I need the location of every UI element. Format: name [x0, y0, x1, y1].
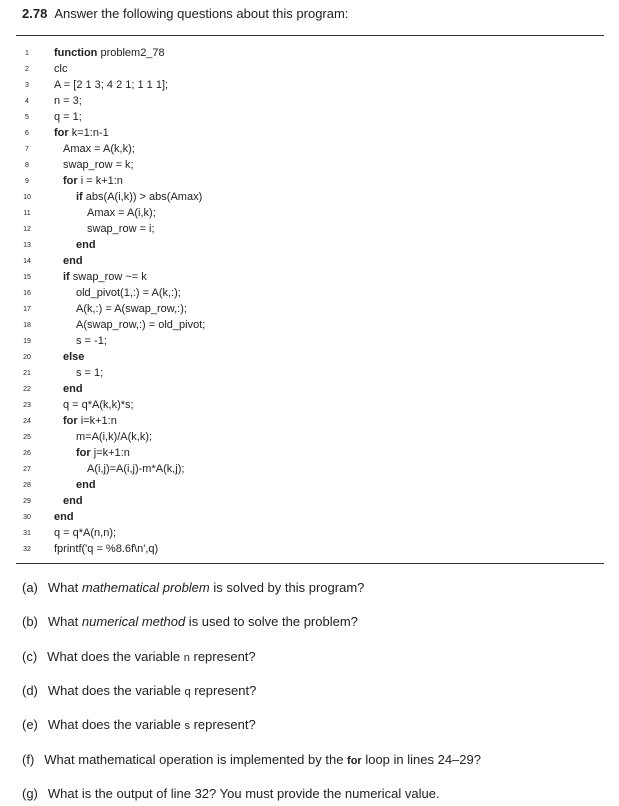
question-text: represent?: [190, 682, 257, 698]
code-text: [63, 349, 84, 365]
question-text: What does the variable: [47, 682, 185, 698]
line-number: 13: [23, 242, 31, 249]
question-item: [22, 717, 256, 732]
code-line: [0, 205, 600, 221]
line-number: 21: [23, 370, 31, 377]
keyword: end: [76, 239, 96, 251]
keyword: else: [63, 351, 85, 363]
code-content: fprintf('q = %8.6f\n',q): [54, 543, 159, 555]
code-content: i = k+1:n: [77, 175, 123, 187]
line-number: 17: [23, 306, 31, 313]
question-item: [22, 752, 481, 767]
code-line: [0, 285, 600, 301]
code-content: old_pivot(1,:) = A(k,:);: [76, 287, 181, 299]
question-text: numerical method: [81, 614, 186, 630]
line-number: 24: [23, 418, 31, 425]
line-number: 14: [23, 258, 31, 265]
code-line: [0, 269, 600, 285]
code-line: [0, 77, 600, 93]
question-text: q: [184, 685, 191, 698]
code-content: abs(A(i,k)) > abs(Amax): [82, 191, 203, 203]
code-line: [0, 349, 600, 365]
line-number: 3: [25, 82, 29, 89]
code-line: [0, 493, 600, 509]
code-line: [0, 525, 600, 541]
code-line: [0, 253, 600, 269]
question-item: [22, 786, 440, 801]
code-line: [0, 237, 600, 253]
line-number: 2: [25, 66, 29, 73]
question-text: is used to solve the problem?: [185, 614, 358, 630]
code-line: [0, 445, 600, 461]
code-text: [76, 285, 181, 301]
question-label: (d): [22, 682, 38, 698]
code-line: [0, 429, 600, 445]
question-text: s: [184, 720, 190, 733]
code-line: [0, 141, 600, 157]
line-number: 15: [23, 274, 31, 281]
line-number: 5: [25, 114, 29, 121]
code-content: A = [2 1 3; 4 2 1; 1 1 1];: [54, 79, 169, 91]
question-item: [22, 683, 256, 698]
line-number: 10: [23, 194, 31, 201]
question-label: (c): [22, 648, 38, 664]
code-line: [0, 365, 600, 381]
code-line: [0, 125, 600, 141]
code-text: [63, 397, 134, 413]
line-number: 4: [25, 98, 29, 105]
code-line: [0, 189, 600, 205]
line-number: 8: [25, 162, 29, 169]
code-line: [0, 477, 600, 493]
code-line: [0, 397, 600, 413]
code-line: [0, 221, 600, 237]
question-text: n: [183, 651, 190, 664]
code-text: [54, 525, 116, 541]
keyword: end: [63, 255, 83, 267]
code-text: [76, 365, 103, 381]
code-text: [54, 93, 82, 109]
code-content: A(i,j)=A(i,j)-m*A(k,j);: [87, 463, 185, 475]
code-text: [63, 157, 134, 173]
code-text: [76, 301, 187, 317]
code-content: i=k+1:n: [77, 415, 117, 427]
code-text: [63, 269, 147, 285]
code-line: [0, 173, 600, 189]
line-number: 25: [23, 434, 31, 441]
code-line: [0, 413, 600, 429]
code-text: [76, 477, 96, 493]
question-label: (f): [22, 751, 35, 767]
question-text: What mathematical operation is implemented by the: [44, 751, 348, 767]
code-text: [54, 541, 158, 557]
code-text: [63, 381, 83, 397]
question-text: What: [47, 580, 82, 595]
question-text: represent?: [189, 717, 256, 733]
code-line: [0, 461, 600, 477]
code-content: k=1:n-1: [68, 127, 109, 139]
code-text: [63, 253, 83, 269]
code-text: [87, 221, 155, 237]
keyword: for: [54, 127, 69, 139]
line-number: 29: [23, 498, 31, 505]
question-text: What: [47, 614, 82, 630]
code-line: [0, 381, 600, 397]
line-number: 27: [23, 466, 31, 473]
line-number: 12: [23, 226, 31, 233]
code-top-rule: [16, 35, 604, 36]
code-text: [54, 61, 67, 77]
code-content: swap_row = i;: [87, 223, 155, 235]
line-number: 30: [23, 514, 31, 521]
code-text: [54, 45, 165, 61]
code-content: s = -1;: [76, 335, 107, 347]
code-bottom-rule: [16, 563, 604, 564]
code-text: [76, 237, 96, 253]
code-content: clc: [54, 63, 68, 75]
keyword: end: [63, 495, 83, 507]
code-content: q = 1;: [54, 111, 82, 123]
code-content: swap_row = k;: [63, 159, 134, 171]
code-text: [54, 125, 109, 141]
question-label: (e): [22, 717, 38, 733]
question-text: What is the output of line 32? You must provide the numerical value.: [47, 785, 440, 801]
keyword: end: [76, 479, 96, 491]
code-text: [63, 493, 83, 509]
line-number: 11: [23, 210, 31, 217]
question-item: [22, 649, 256, 664]
code-line: [0, 333, 600, 349]
code-text: [54, 77, 168, 93]
code-line: [0, 317, 600, 333]
line-number: 28: [23, 482, 31, 489]
code-line: [0, 93, 600, 109]
line-number: 26: [23, 450, 31, 457]
keyword: if: [63, 271, 70, 283]
question-item: [22, 614, 358, 629]
question-label: (b): [22, 614, 38, 630]
code-content: Amax = A(i,k);: [87, 207, 156, 219]
keyword: end: [63, 383, 83, 395]
code-text: [54, 109, 82, 125]
problem-header: [22, 6, 348, 21]
question-text: represent?: [189, 648, 256, 664]
code-text: [76, 317, 205, 333]
line-number: 16: [23, 290, 31, 297]
code-line: [0, 509, 600, 525]
code-line: [0, 109, 600, 125]
keyword: for: [76, 447, 91, 459]
code-text: [63, 173, 123, 189]
code-content: q = q*A(k,k)*s;: [63, 399, 134, 411]
problem-instruction: Answer the following questions about this program:: [54, 6, 349, 21]
question-label: (a): [22, 580, 38, 595]
question-text: What does the variable: [47, 717, 185, 733]
problem-number: 2.78: [22, 6, 48, 21]
keyword: for: [63, 415, 78, 427]
line-number: 31: [23, 530, 31, 537]
keyword: for: [63, 175, 78, 187]
code-content: problem2_78: [97, 47, 165, 59]
code-text: [76, 429, 152, 445]
code-content: A(k,:) = A(swap_row,:);: [76, 303, 187, 315]
code-text: [87, 461, 184, 477]
question-text: for: [347, 754, 362, 767]
code-text: [54, 509, 74, 525]
code-content: swap_row ~= k: [69, 271, 147, 283]
code-line: [0, 61, 600, 77]
code-text: [76, 189, 202, 205]
code-content: n = 3;: [54, 95, 82, 107]
line-number: 1: [25, 50, 29, 57]
line-number: 7: [25, 146, 29, 153]
code-content: q = q*A(n,n);: [54, 527, 117, 539]
code-content: s = 1;: [76, 367, 104, 379]
question-text: mathematical problem: [81, 580, 210, 595]
code-text: [63, 413, 117, 429]
code-line: [0, 541, 600, 557]
code-text: [76, 445, 130, 461]
code-content: Amax = A(k,k);: [63, 143, 135, 155]
line-number: 23: [23, 402, 31, 409]
keyword: function: [54, 47, 98, 59]
keyword: end: [54, 511, 74, 523]
code-text: [76, 333, 107, 349]
code-content: j=k+1:n: [90, 447, 130, 459]
question-text: is solved by this program?: [209, 580, 365, 595]
line-number: 19: [23, 338, 31, 345]
code-line: [0, 45, 600, 61]
question-text: loop in lines 24–29?: [361, 751, 481, 767]
code-text: [63, 141, 135, 157]
line-number: 9: [25, 178, 29, 185]
code-content: A(swap_row,:) = old_pivot;: [76, 319, 206, 331]
question-item: [22, 580, 364, 595]
code-content: m=A(i,k)/A(k,k);: [76, 431, 153, 443]
line-number: 20: [23, 354, 31, 361]
question-text: What does the variable: [47, 648, 184, 664]
line-number: 18: [23, 322, 31, 329]
line-number: 22: [23, 386, 31, 393]
keyword: if: [76, 191, 83, 203]
question-label: (g): [22, 785, 38, 801]
code-text: [87, 205, 156, 221]
code-line: [0, 157, 600, 173]
line-number: 6: [25, 130, 29, 137]
line-number: 32: [23, 546, 31, 553]
code-line: [0, 301, 600, 317]
